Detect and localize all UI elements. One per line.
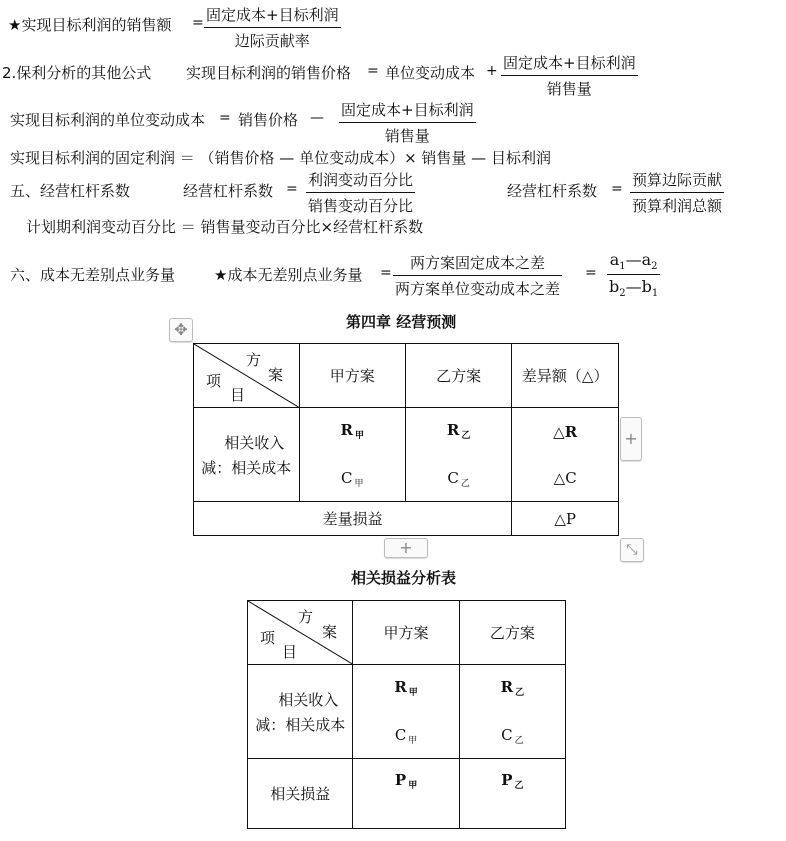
value-cell: P $_乙$ xyxy=(459,759,565,829)
value-cell: R $_甲$ C $_甲$ xyxy=(299,408,405,502)
header-cell: 差异额（△） xyxy=(512,344,619,408)
fraction: 预算边际贡献 预算利润总额 xyxy=(632,171,723,215)
fraction: 固定成本+目标利润 销售量 xyxy=(341,101,474,145)
star-icon: ★ xyxy=(214,266,228,284)
fraction: $\frac{a_1—a_2}{b_2—b_1}$ xyxy=(609,250,659,299)
value-cell: △P xyxy=(512,502,619,536)
incremental-analysis-table xyxy=(193,343,619,536)
diagonal-header-cell: 方 案 项 目 xyxy=(248,601,353,665)
row-label-cell: 相关收入 减：相关成本 xyxy=(248,665,353,759)
header-cell: 甲方案 xyxy=(353,601,459,665)
value-cell: P $_甲$ xyxy=(353,759,459,829)
section-heading: 2.保利分析的其他公式 xyxy=(2,64,152,82)
footer-label-cell: 差量损益 xyxy=(194,502,512,536)
value-cell: △R △C xyxy=(512,408,619,502)
diagonal-header-cell: 方 案 项 目 xyxy=(194,344,300,408)
header-cell: 乙方案 xyxy=(405,344,511,408)
section-heading: 六、成本无差别点业务量 xyxy=(10,266,176,284)
fraction: 利润变动百分比 销售变动百分比 xyxy=(308,171,414,215)
move-handle-icon[interactable]: ✥ xyxy=(169,318,193,342)
section-heading: 五、经营杠杆系数 xyxy=(10,182,131,200)
table-title: 相关损益分析表 xyxy=(351,569,457,587)
row-label-cell: 相关收入 减：相关成本 xyxy=(194,408,300,502)
header-cell: 甲方案 xyxy=(299,344,405,408)
footer-label-cell: 相关损益 xyxy=(248,759,353,829)
formula-target-sales: ★实现目标利润的销售额 xyxy=(8,16,172,34)
fraction: 两方案固定成本之差 两方案单位变动成本之差 xyxy=(395,254,561,298)
chapter-title: 第四章 经营预测 xyxy=(346,313,457,331)
header-cell: 乙方案 xyxy=(459,601,565,665)
resize-handle-icon[interactable]: ⤡ xyxy=(620,538,644,562)
fraction: 固定成本+目标利润 边际贡献率 xyxy=(206,6,339,50)
value-cell: R $_甲$ C $_甲$ xyxy=(353,665,459,759)
formula-fixed-profit: 实现目标利润的固定利润 ＝ （销售价格 — 单位变动成本）× 销售量 — 目标利润 xyxy=(10,149,551,167)
add-column-button[interactable]: + xyxy=(620,417,642,461)
star-icon: ★ xyxy=(8,16,22,34)
fraction: 固定成本+目标利润 销售量 xyxy=(503,54,636,98)
value-cell: R $_乙$ C $_乙$ xyxy=(405,408,511,502)
relevant-profit-analysis-table xyxy=(247,600,566,829)
value-cell: R $_乙$ C $_乙$ xyxy=(459,665,565,759)
add-row-button[interactable]: + xyxy=(384,538,428,558)
